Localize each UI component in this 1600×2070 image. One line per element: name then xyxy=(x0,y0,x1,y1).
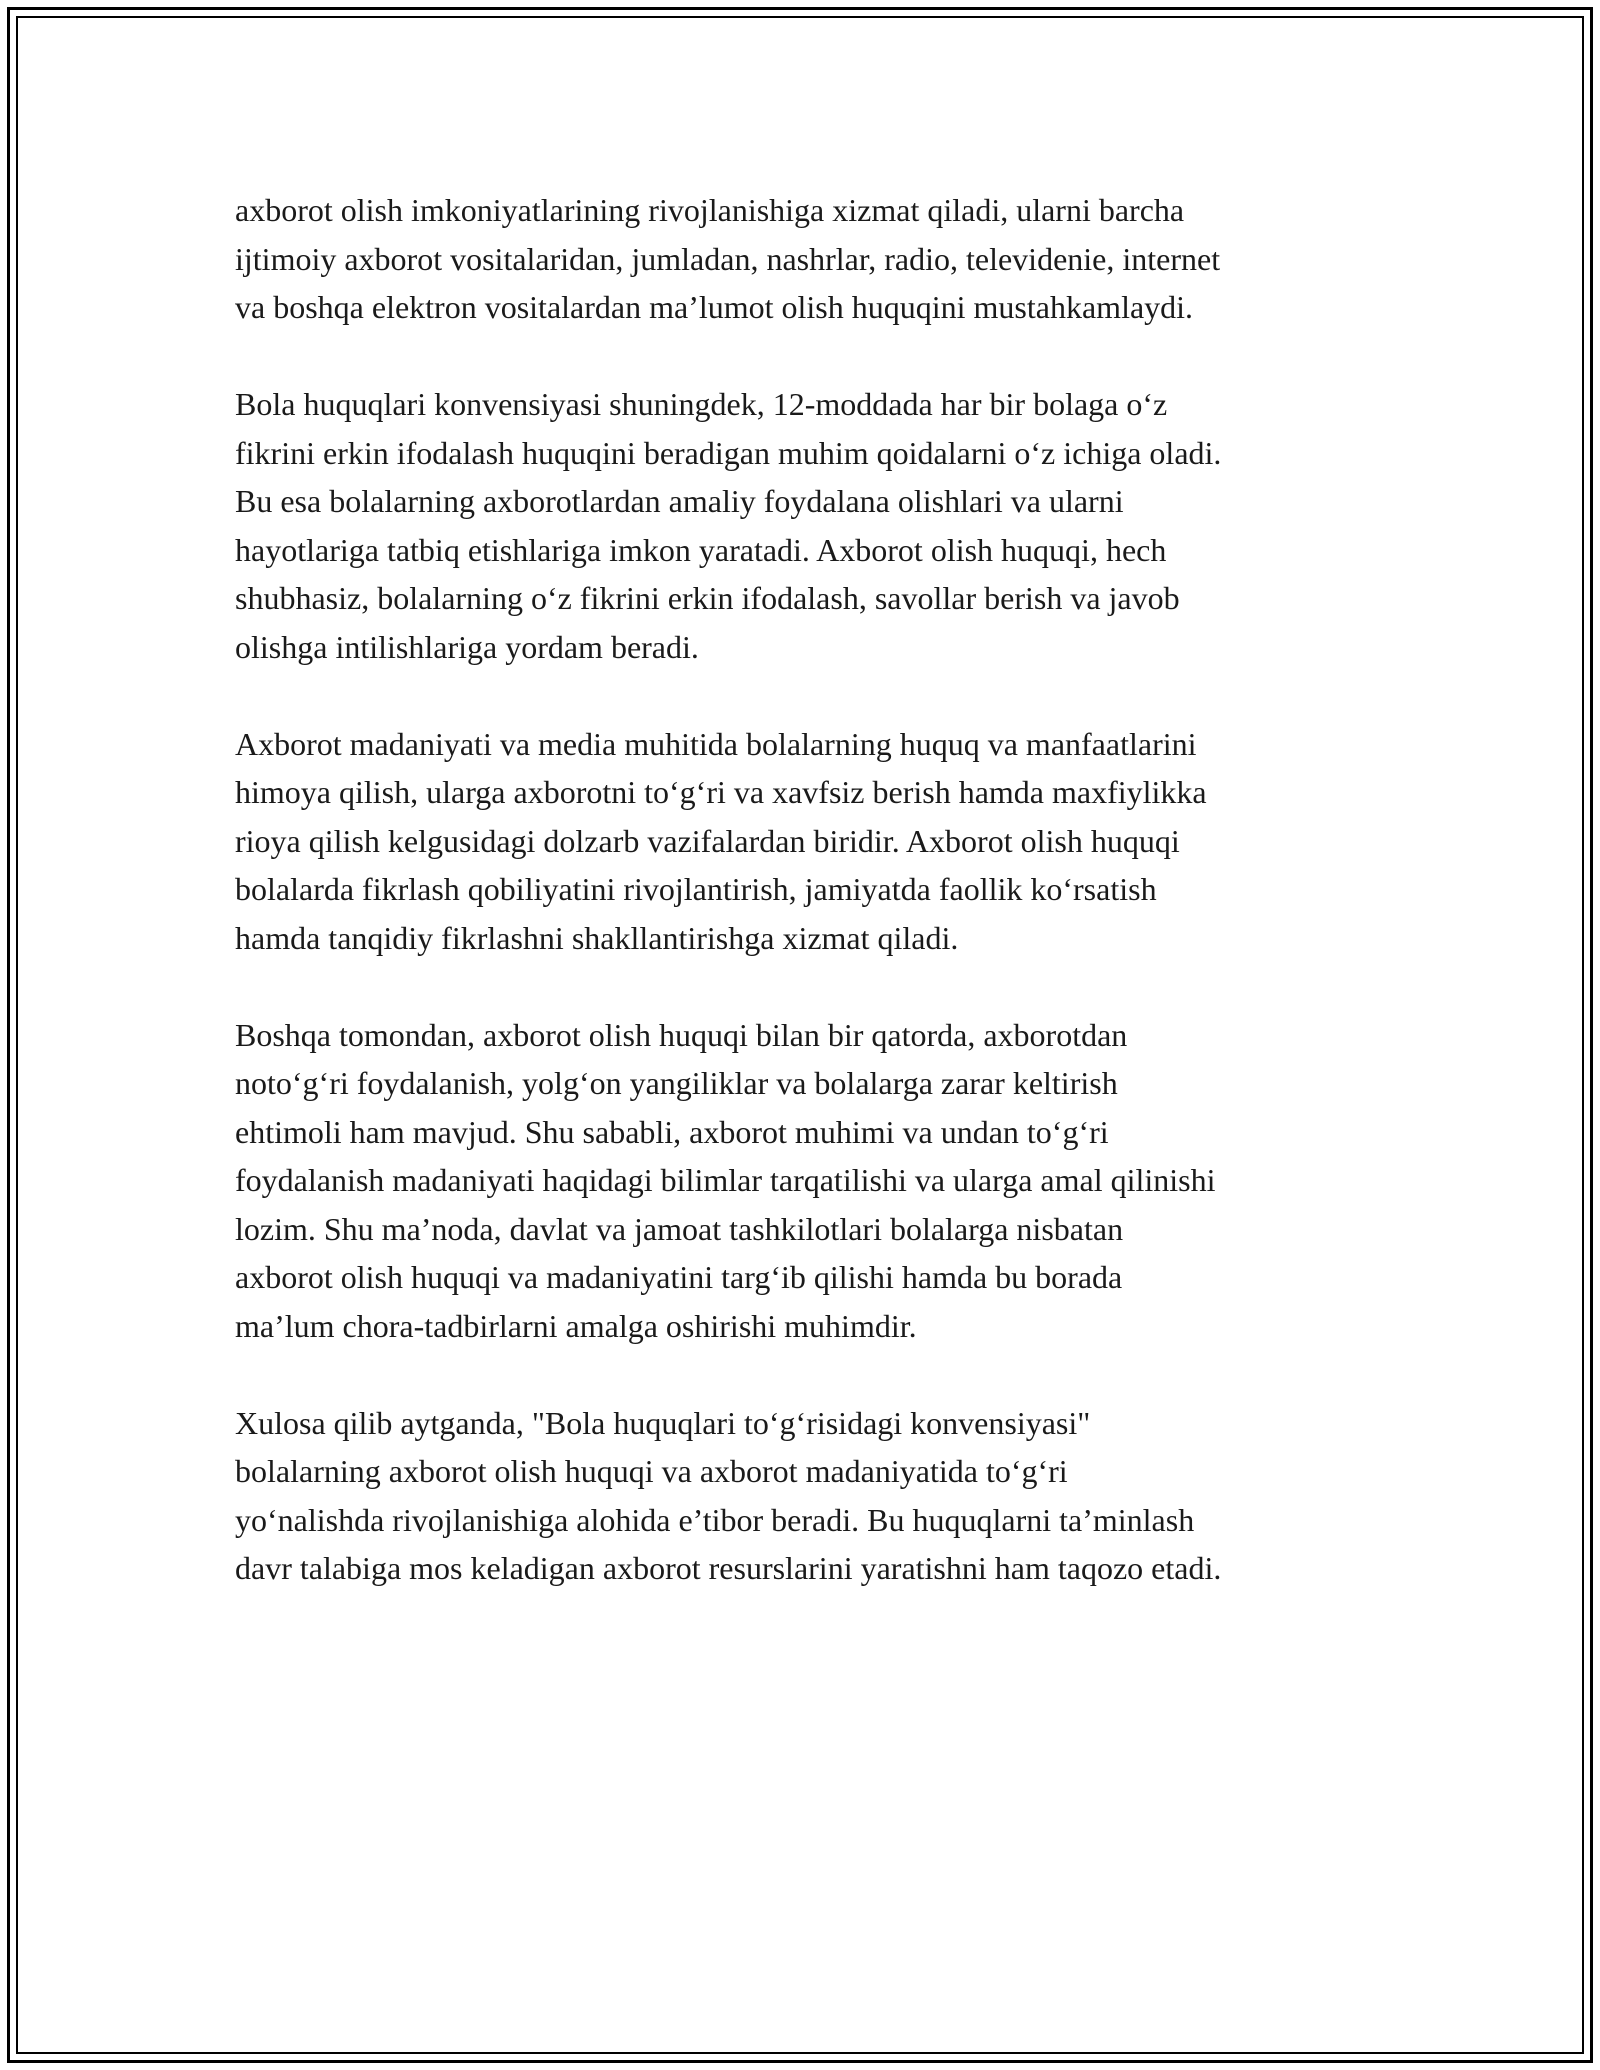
text-line: lozim. Shu ma’noda, davlat va jamoat tashkilotlari bolalarga nisbatan xyxy=(235,1210,1124,1247)
text-line: ma’lum chora-tadbirlarni amalga oshirishi muhimdir. xyxy=(235,1307,917,1344)
paragraph-5 xyxy=(235,1399,1395,1593)
text-line: himoya qilish, ularga axborotni to‘g‘ri va xavfsiz berish hamda maxfiylikka xyxy=(235,774,1207,810)
text-line: bolalarning axborot olish huquqi va axborot madaniyatida to‘g‘ri xyxy=(235,1453,1068,1489)
text-line: bolalarda fikrlash qobiliyatini rivojlantirish, jamiyatda faollik ko‘rsatish xyxy=(235,871,1157,907)
paragraph-3 xyxy=(235,720,1395,963)
text-line: hamda tanqidiy fikrlashni shakllantirishga xizmat qiladi. xyxy=(235,919,959,956)
text-line: Bu esa bolalarning axborotlardan amaliy foydalana olishlari va ularni xyxy=(235,483,1124,519)
document-body xyxy=(235,186,1395,1641)
text-line: hayotlariga tatbiq etishlariga imkon yaratadi. Axborot olish huquqi, hech xyxy=(235,531,1167,568)
text-line: va boshqa elektron vositalardan ma’lumot olish huquqini mustahkamlaydi. xyxy=(235,289,1194,325)
paragraph-1 xyxy=(235,186,1395,332)
text-line: olishga intilishlariga yordam beradi. xyxy=(235,628,699,665)
text-line: rioya qilish kelgusidagi dolzarb vazifalardan biridir. Axborot olish huquqi xyxy=(235,822,1180,859)
text-line: ijtimoiy axborot vositalaridan, jumladan, nashrlar, radio, televidenie, internet xyxy=(235,240,1221,277)
text-line: Xulosa qilib aytganda, "Bola huquqlari to‘g‘risidagi konvensiyasi" xyxy=(235,1404,1091,1441)
text-line: fikrini erkin ifodalash huquqini beradigan muhim qoidalarni o‘z ichiga oladi. xyxy=(235,434,1222,471)
text-line: Axborot madaniyati va media muhitida bolalarning huquq va manfaatlarini xyxy=(235,725,1197,762)
text-line: axborot olish huquqi va madaniyatini targ‘ib qilishi hamda bu borada xyxy=(235,1259,1123,1295)
paragraph-4 xyxy=(235,1011,1395,1351)
paragraph-2 xyxy=(235,380,1395,671)
text-line: foydalanish madaniyati haqidagi bilimlar tarqatilishi va ularga amal qilinishi xyxy=(235,1162,1216,1198)
text-line: yo‘nalishda rivojlanishiga alohida e’tibor beradi. Bu huquqlarni ta’minlash xyxy=(235,1501,1195,1538)
text-line: Bola huquqlari konvensiyasi shuningdek, 12-moddada har bir bolaga o‘z xyxy=(235,386,1168,422)
text-line: shubhasiz, bolalarning o‘z fikrini erkin ifodalash, savollar berish va javob xyxy=(235,580,1180,616)
text-line: davr talabiga mos keladigan axborot resurslarini yaratishni ham taqozo etadi. xyxy=(235,1550,1222,1586)
text-line: axborot olish imkoniyatlarining rivojlanishiga xizmat qiladi, ularni barcha xyxy=(235,192,1185,228)
text-line: noto‘g‘ri foydalanish, yolg‘on yangiliklar va bolalarga zarar keltirish xyxy=(235,1065,1118,1101)
text-line: ehtimoli ham mavjud. Shu sababli, axborot muhimi va undan to‘g‘ri xyxy=(235,1113,1109,1150)
text-line: Boshqa tomondan, axborot olish huquqi bilan bir qatorda, axborotdan xyxy=(235,1016,1128,1053)
